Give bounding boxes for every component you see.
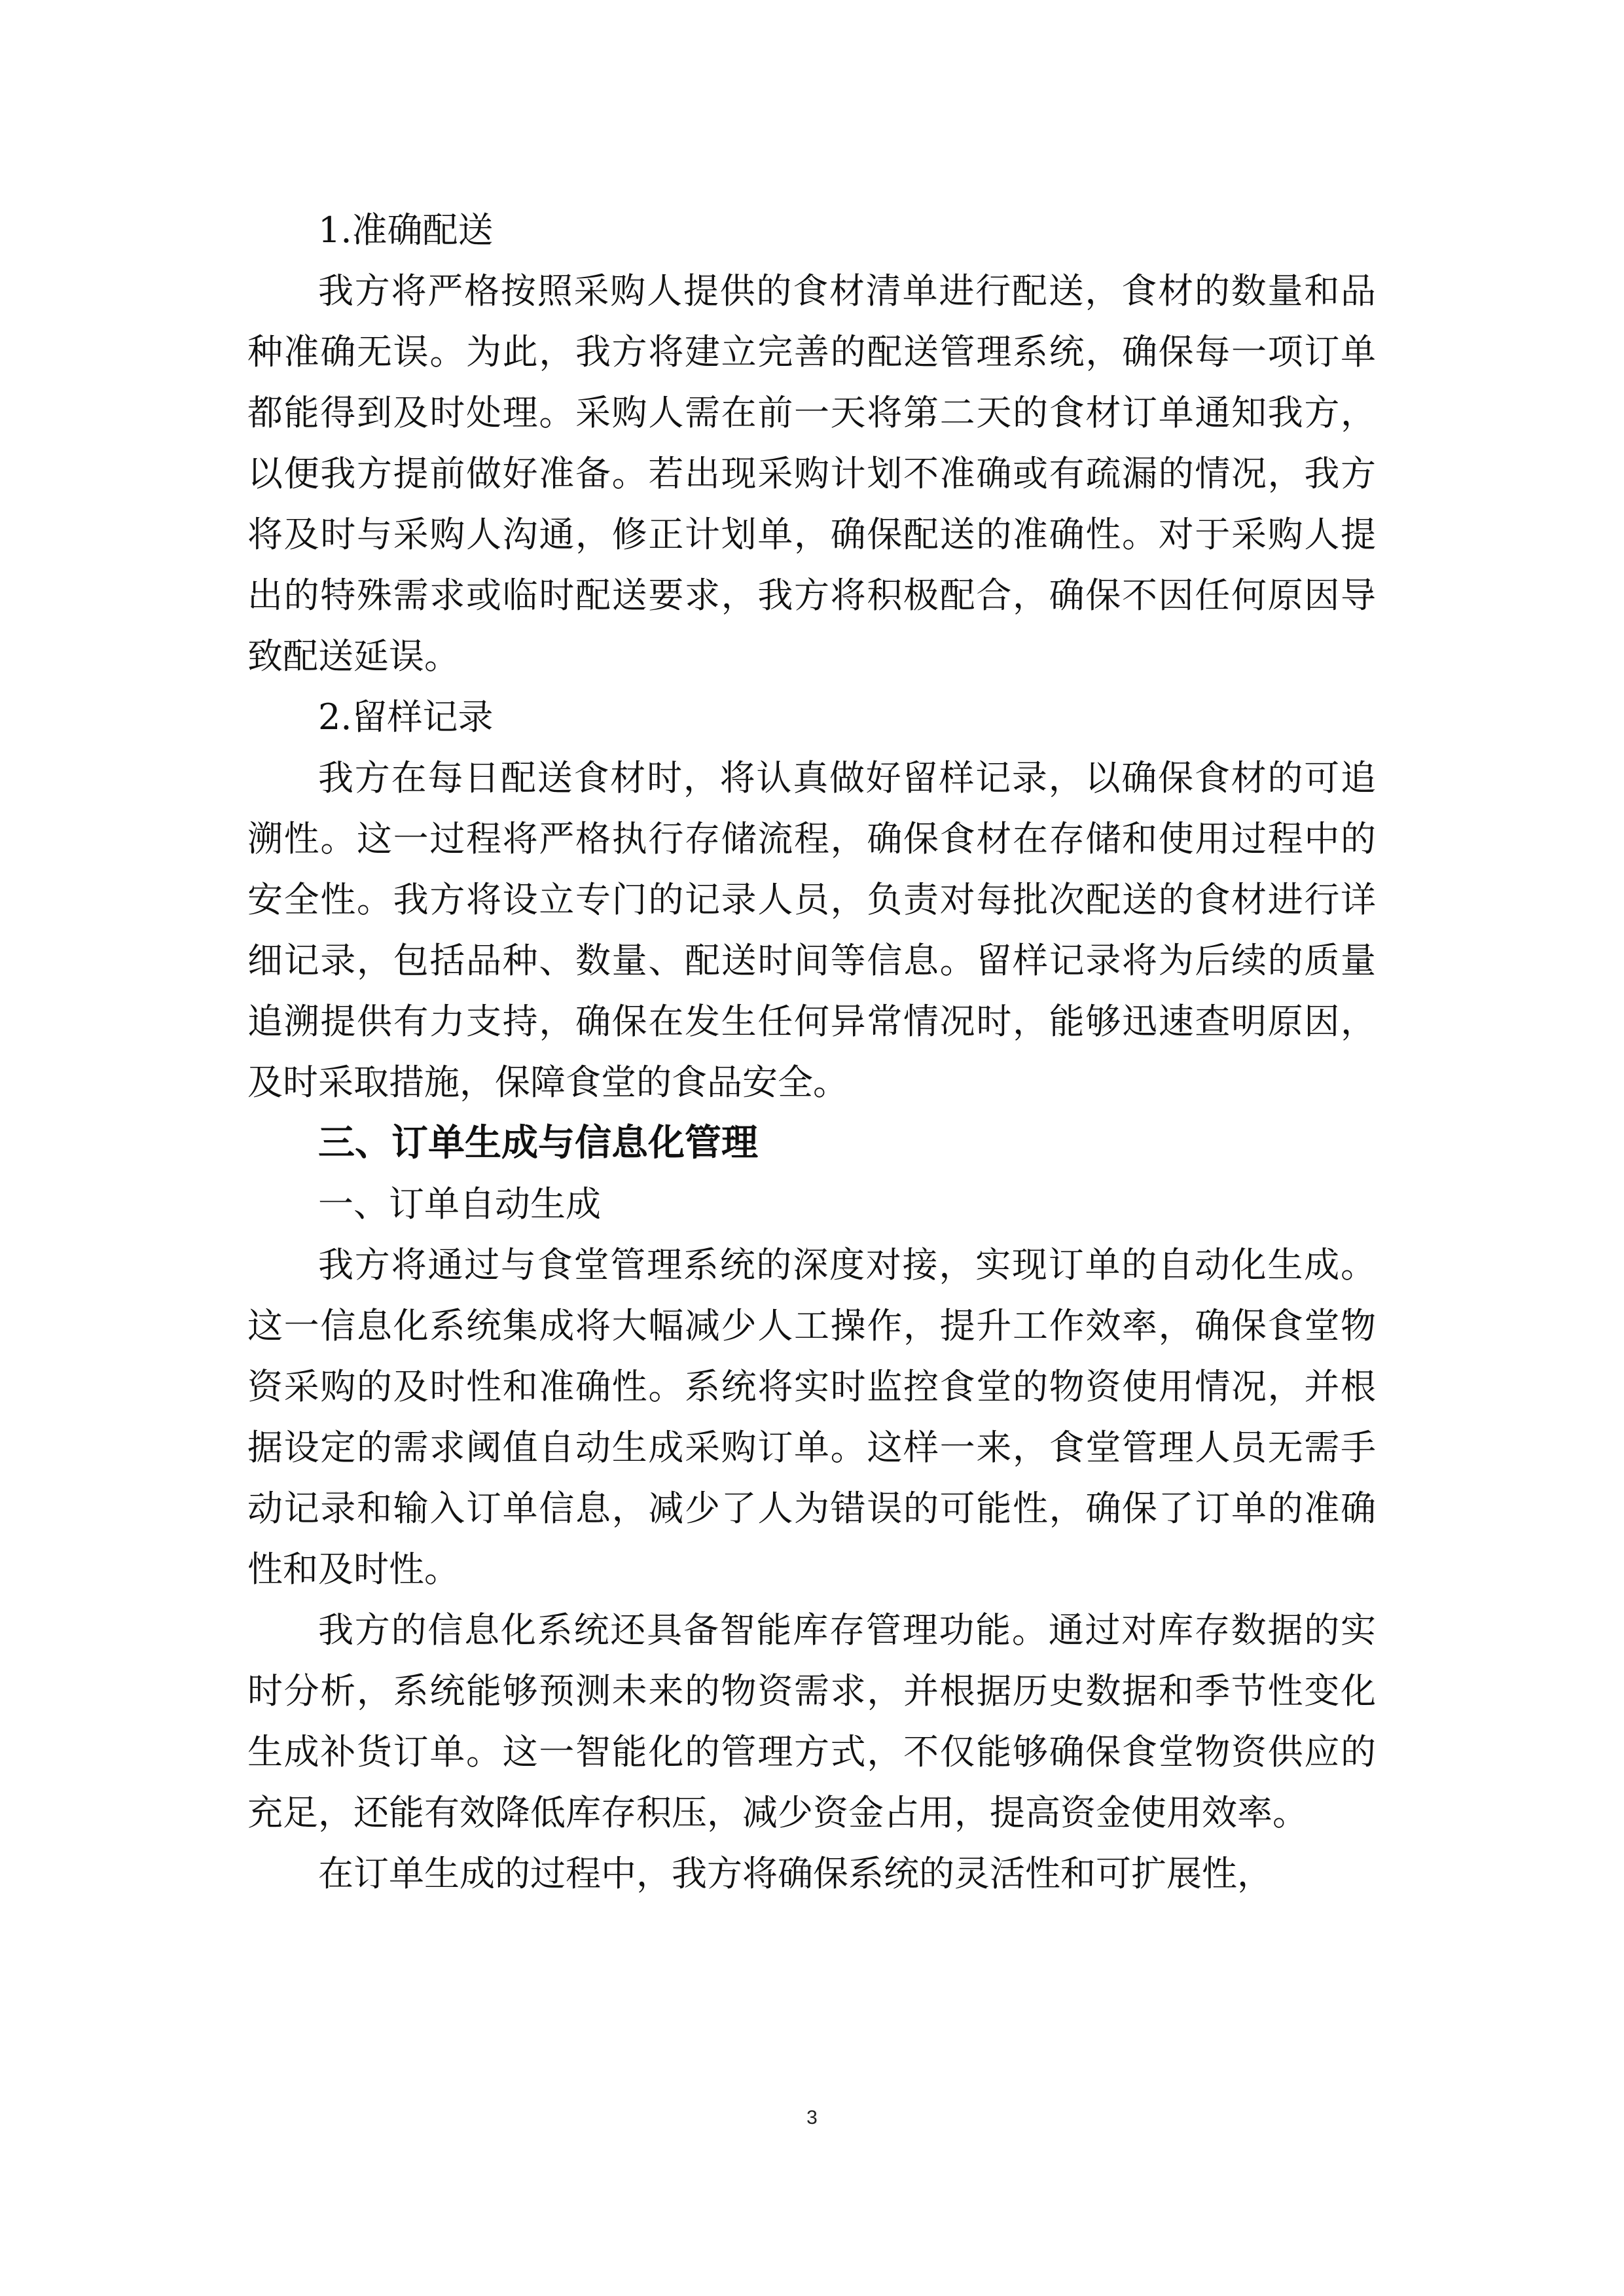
paragraph-accurate-delivery: 我方将严格按照采购人提供的食材清单进行配送，食材的数量和品种准确无误。为此，我方将建立完善的配送管理系统，确保每一项订单都能得到及时处理。采购人需在前一天将第二天的食材订单通知我方，以便我方提前做好准备。若出现采购计划不准确或有疏漏的情况，我方将及时与采购人沟通，修正计划单，确保配送的准确性。对于采购人提出的特殊需求或临时配送要求，我方将积极配合，确保不因任何原因导致配送延误。 — [247, 270, 1376, 677]
subheading-accurate-delivery: 1.准确配送 — [318, 209, 494, 251]
subheading-auto-order: 一、订单自动生成 — [318, 1183, 601, 1225]
paragraph-auto-order-1: 我方将通过与食堂管理系统的深度对接，实现订单的自动化生成。这一信息化系统集成将大幅减少人工操作，提升工作效率，确保食堂物资采购的及时性和准确性。系统将实时监控食堂的物资使用情况，并根据设定的需求阈值自动生成采购订单。这样一来，食堂管理人员无需手动记录和输入订单信息，减少了人为错误的可能性，确保了订单的准确性和及时性。 — [247, 1244, 1376, 1590]
section-title-order-management: 三、订单生成与信息化管理 — [318, 1122, 758, 1164]
subheading-sample-record: 2.留样记录 — [318, 696, 494, 738]
page-number: 3 — [806, 2107, 818, 2128]
paragraph-auto-order-2: 我方的信息化系统还具备智能库存管理功能。通过对库存数据的实时分析，系统能够预测未来的物资需求，并根据历史数据和季节性变化生成补货订单。这一智能化的管理方式，不仅能够确保食堂物资供应的充足，还能有效降低库存积压，减少资金占用，提高资金使用效率。 — [247, 1609, 1376, 1833]
paragraph-auto-order-3: 在订单生成的过程中，我方将确保系统的灵活性和可扩展性， — [318, 1853, 1272, 1894]
page-body — [247, 200, 1376, 1904]
paragraph-sample-record: 我方在每日配送食材时，将认真做好留样记录，以确保食材的可追溯性。这一过程将严格执行存储流程，确保食材在存储和使用过程中的安全性。我方将设立专门的记录人员，负责对每批次配送的食材进行详细记录，包括品种、数量、配送时间等信息。留样记录将为后续的质量追溯提供有力支持，确保在发生任何异常情况时，能够迅速查明原因，及时采取措施，保障食堂的食品安全。 — [247, 757, 1376, 1103]
